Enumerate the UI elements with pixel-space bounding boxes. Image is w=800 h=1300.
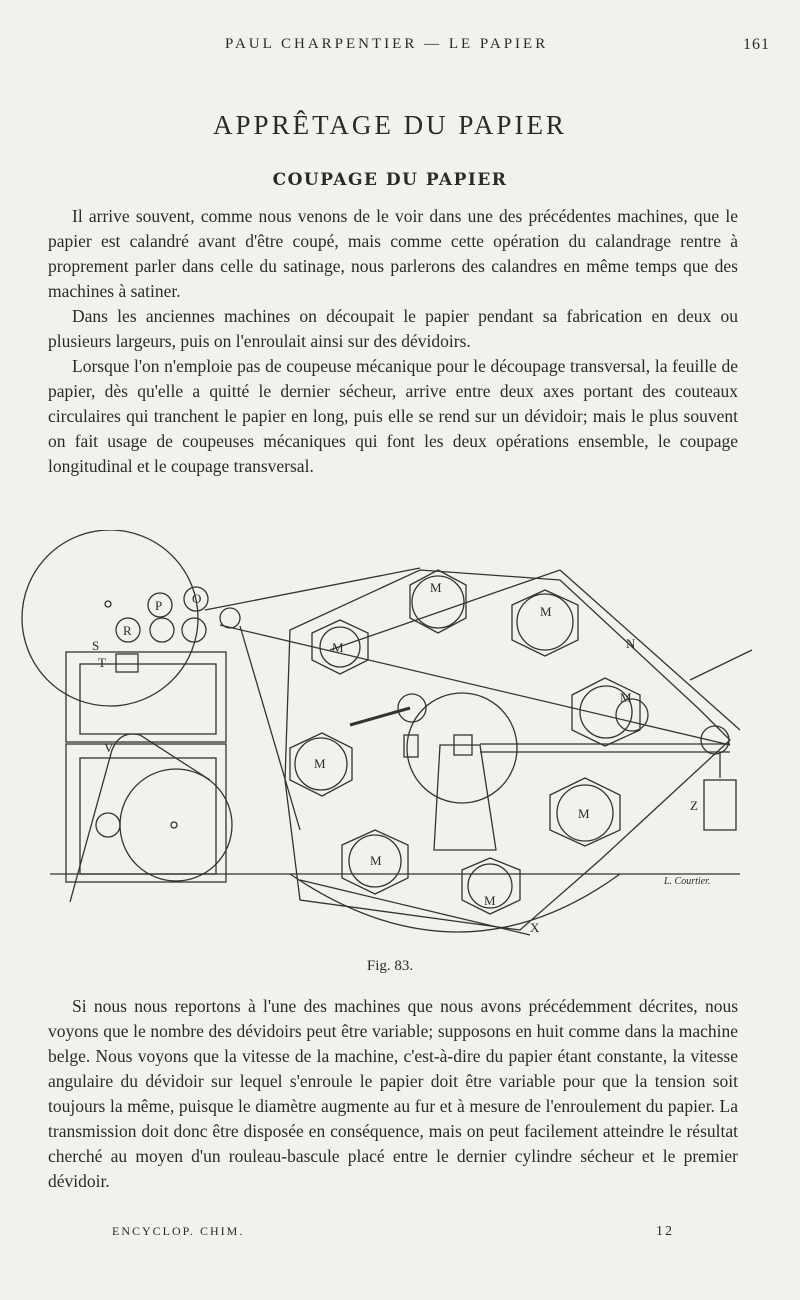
figure-83 <box>0 530 800 950</box>
chapter-title: APPRÊTAGE DU PAPIER <box>213 110 567 141</box>
paragraph: Si nous nous reportons à l'une des machines que nous avons précédemment décrites, nous voyons que le nombre des dévidoirs peut être variable; supposons en huit comme dans la machine belge. Nous voyons que la vitesse de la machine, c'est-à-dire du papier étant constante, la vitesse angulaire du dévidoir sur lequel s'enroule le papier doit être variable pour que la tension soit toujours la même, puisque le diamètre augmente au fur et à mesure de l'enroulement du papier. La transmission doit donc être disposée en conséquence, mais on peut facilement atteindre le résultat cherché au moyen d'un rouleau-bascule placé entre le dernier cylindre sécheur et le premier dévidoir. <box>48 996 738 1191</box>
paragraph: Il arrive souvent, comme nous venons de le voir dans une des précédentes machines, que le papier est calandré avant d'être coupé, mais comme cette opération du calandrage rentre à proprement parler dans celle du satinage, nous parlerons des calandres en même temps que des machines à satiner. <box>48 206 738 301</box>
reel-hexagons <box>290 570 648 914</box>
page-footer <box>0 1224 800 1244</box>
figure-caption: Fig. 83. <box>366 958 414 974</box>
machine-diagram <box>0 530 800 950</box>
label-p: P <box>155 598 163 613</box>
roller-p-bottom <box>150 618 174 642</box>
large-roller-left <box>22 530 198 706</box>
footer-sheet-number: 12 <box>656 1224 674 1239</box>
weight-z <box>704 780 736 830</box>
label-v: V <box>104 740 114 755</box>
tension-roller <box>701 726 729 754</box>
frame-lower <box>66 744 226 882</box>
central-drum <box>407 693 517 803</box>
frame-upper <box>66 652 226 742</box>
paragraph: Lorsque l'on n'emploie pas de coupeuse mécanique pour le découpage transversal, la feuille de papier, dès qu'elle a quitté le dernier sécheur, arrive entre deux axes portant des couteaux circulaires qui tranchent le papier en long, puis elle se rend sur un dévidoir; mais le plus souvent on fait usage de coupeuses mécaniques qui font les deux opérations ensemble, le coupage longitudinal et le coupage transversal. <box>48 356 738 476</box>
label-x: X <box>530 920 540 935</box>
label-m: M <box>620 690 632 705</box>
label-t: T <box>98 655 106 670</box>
label-m: M <box>578 806 590 821</box>
page-number: 161 <box>743 36 770 53</box>
small-axle <box>105 601 111 607</box>
body-text-bottom <box>48 994 738 1194</box>
lower-roll <box>120 769 232 881</box>
label-r: R <box>123 623 132 638</box>
label-m: M <box>332 640 344 655</box>
label-m: M <box>540 604 552 619</box>
footer-signature: ENCYCLOP. CHIM. <box>112 1224 245 1238</box>
label-s: S <box>92 638 100 653</box>
paper-web <box>70 734 210 902</box>
roller-o-bottom <box>182 618 206 642</box>
body-text-top <box>48 204 738 479</box>
lower-arc <box>290 874 620 932</box>
section-title: COUPAGE DU PAPIER <box>272 170 508 191</box>
paragraph: Dans les anciennes machines on découpait le papier pendant sa fabrication en deux ou plusieurs largeurs, puis on l'enroulait ainsi sur des dévidoirs. <box>48 306 738 351</box>
running-head <box>0 36 800 60</box>
running-title: PAUL CHARPENTIER — LE PAPIER <box>225 36 549 52</box>
label-z: Z <box>690 798 698 813</box>
label-n: N <box>626 636 636 651</box>
label-m: M <box>484 893 496 908</box>
label-m: M <box>430 580 442 595</box>
label-m: M <box>370 853 382 868</box>
engraver-signature: L. Courtier. <box>664 876 711 887</box>
label-o: O <box>192 591 202 606</box>
slitter-block <box>116 654 138 672</box>
guide-roller <box>220 608 240 628</box>
label-m: M <box>314 756 326 771</box>
